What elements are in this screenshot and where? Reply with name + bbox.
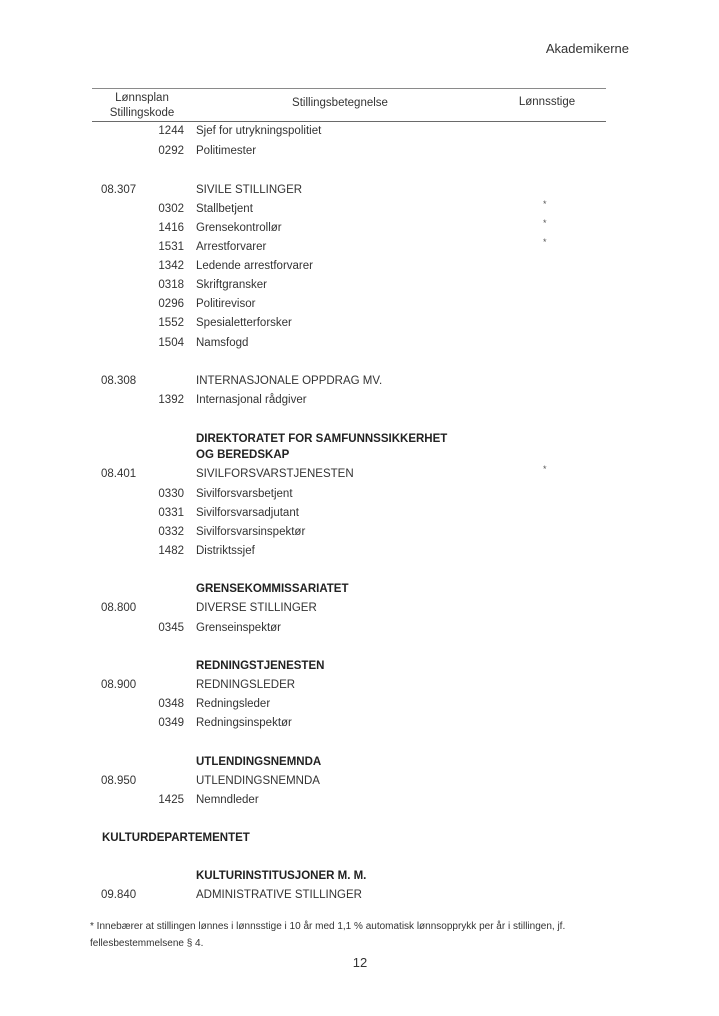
section-number: 08.401: [101, 468, 137, 480]
column-header-ladder: Lønnsstige: [518, 96, 576, 108]
ladder-marker: *: [543, 199, 547, 209]
position-title: Redningsinspektør: [196, 717, 292, 729]
table-row: [92, 238, 606, 256]
table-row: [92, 181, 606, 199]
position-code: 1425: [158, 794, 184, 806]
position-title: ADMINISTRATIVE STILLINGER: [196, 889, 362, 901]
table-row: [92, 372, 606, 390]
organization-name: Akademikerne: [545, 41, 629, 56]
position-title: UTLENDINGSNEMNDA: [196, 775, 320, 787]
table-row: [92, 886, 606, 904]
table-row: [92, 714, 606, 732]
position-title: DIVERSE STILLINGER: [196, 602, 317, 614]
position-title: GRENSEKOMMISSARIATET: [196, 583, 349, 595]
position-title: SIVILE STILLINGER: [196, 184, 303, 196]
position-title: Grensekontrollør: [196, 222, 282, 234]
position-code: 1416: [158, 222, 184, 234]
group-heading: [92, 657, 606, 675]
position-title: UTLENDINGSNEMNDA: [196, 756, 322, 768]
table-row: [92, 142, 606, 160]
page-number: 12: [352, 955, 368, 970]
table-row: [92, 200, 606, 218]
ladder-marker: *: [543, 237, 547, 247]
position-title: Ledende arrestforvarer: [196, 260, 313, 272]
table-row: [92, 122, 606, 140]
table-row: [92, 695, 606, 713]
position-title: Sivilforsvarsbetjent: [196, 488, 293, 500]
table-row: [92, 465, 606, 483]
position-title: Spesialetterforsker: [196, 317, 292, 329]
section-number: 08.800: [101, 602, 137, 614]
column-header-code: Lønnsplan Stillingskode: [109, 92, 175, 119]
position-title: Politirevisor: [196, 298, 256, 310]
position-code: 1552: [158, 317, 184, 329]
position-code: 1504: [158, 337, 184, 349]
position-title: Redningsleder: [196, 698, 271, 710]
table-row: [92, 334, 606, 352]
table-row: [92, 791, 606, 809]
table-row: [92, 391, 606, 409]
position-code: 1482: [158, 545, 184, 557]
position-title: Arrestforvarer: [196, 241, 267, 253]
position-title: Distriktssjef: [196, 545, 255, 557]
table-row: [92, 619, 606, 637]
section-number: 09.840: [101, 889, 137, 901]
table-row: [92, 485, 606, 503]
position-title: Sjef for utrykningspolitiet: [196, 125, 322, 137]
position-code: 0330: [158, 488, 184, 500]
position-code: 0331: [158, 507, 184, 519]
position-title: Grenseinspektør: [196, 622, 282, 634]
ladder-marker: *: [543, 464, 547, 474]
position-title: INTERNASJONALE OPPDRAG MV.: [196, 375, 383, 387]
table-row: [92, 295, 606, 313]
table-row: [92, 676, 606, 694]
position-code: 0345: [158, 622, 184, 634]
position-title: Namsfogd: [196, 337, 249, 349]
position-title: Politimester: [196, 145, 257, 157]
table-row: [92, 276, 606, 294]
position-code: 0292: [158, 145, 184, 157]
table-row: [92, 772, 606, 790]
position-title: OG BEREDSKAP: [196, 449, 290, 461]
table-row: [92, 504, 606, 522]
position-title: REDNINGSLEDER: [196, 679, 296, 691]
position-code: 1531: [158, 241, 184, 253]
position-code: 0332: [158, 526, 184, 538]
table-row: [92, 314, 606, 332]
position-title: Stallbetjent: [196, 203, 253, 215]
group-heading: [92, 753, 606, 771]
department-heading: [92, 829, 606, 847]
position-title: Internasjonal rådgiver: [196, 394, 307, 406]
position-code: 1392: [158, 394, 184, 406]
position-title: Nemndleder: [196, 794, 259, 806]
section-number: 08.308: [101, 375, 137, 387]
position-code: 0302: [158, 203, 184, 215]
table-row: [92, 219, 606, 237]
position-code: 0349: [158, 717, 184, 729]
position-code: 1342: [158, 260, 184, 272]
position-code: 0318: [158, 279, 184, 291]
position-code: 1244: [158, 125, 184, 137]
position-title: KULTURINSTITUSJONER M. M.: [196, 870, 367, 882]
position-title: Skriftgransker: [196, 279, 267, 291]
position-title: KULTURDEPARTEMENTET: [102, 832, 250, 844]
table-header-top-rule: [92, 88, 606, 89]
table-row: [92, 523, 606, 541]
table-row: [92, 542, 606, 560]
column-header-title: Stillingsbetegnelse: [292, 97, 388, 109]
position-title: DIREKTORATET FOR SAMFUNNSSIKKERHET: [196, 433, 448, 445]
position-title: Sivilforsvarsinspektør: [196, 526, 306, 538]
position-title: SIVILFORSVARSTJENESTEN: [196, 468, 354, 480]
position-title: Sivilforsvarsadjutant: [196, 507, 299, 519]
section-number: 08.307: [101, 184, 137, 196]
position-title: REDNINGSTJENESTEN: [196, 660, 325, 672]
section-number: 08.900: [101, 679, 137, 691]
group-heading: [92, 446, 606, 464]
section-number: 08.950: [101, 775, 137, 787]
table-row: [92, 599, 606, 617]
position-code: 0348: [158, 698, 184, 710]
footnote: * Innebærer at stillingen lønnes i lønnsstige i 10 år med 1,1 % automatisk lønnsopprykk per år i stillingen, jf. fellesbestemmelsene § 4.: [90, 921, 566, 949]
position-code: 0296: [158, 298, 184, 310]
ladder-marker: *: [543, 218, 547, 228]
group-heading: [92, 867, 606, 885]
group-heading: [92, 580, 606, 598]
table-row: [92, 257, 606, 275]
